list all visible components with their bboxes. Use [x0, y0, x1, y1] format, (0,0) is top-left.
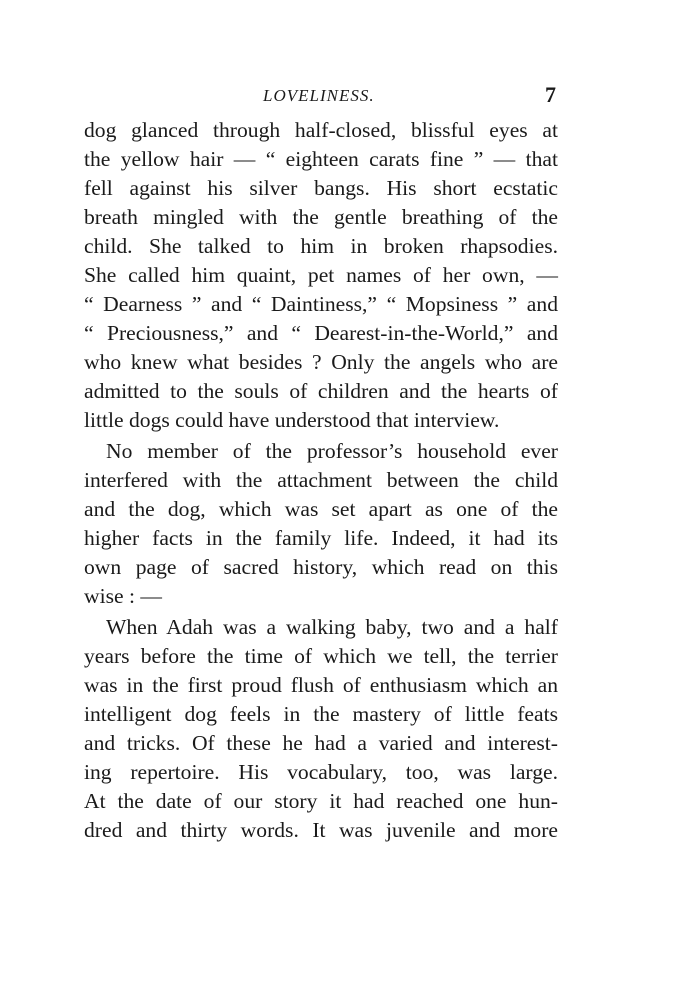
text-line: ing repertoire. His vocabulary, too, was large. — [84, 760, 558, 784]
text-line: and tricks. Of these he had a varied and interest- — [84, 731, 558, 755]
text-line: admitted to the souls of children and the hearts of — [84, 379, 558, 403]
text-line: No member of the professor’s household ever — [106, 439, 558, 463]
paragraph-1 — [84, 116, 558, 435]
body-text — [84, 116, 558, 845]
page-number: 7 — [545, 82, 556, 107]
paragraph-2 — [84, 437, 558, 611]
text-line: who knew what besides ? Only the angels who are — [84, 350, 558, 374]
text-line: interfered with the attachment between the child — [84, 468, 558, 492]
running-title: LOVELINESS. — [263, 86, 375, 105]
text-line: “ Dearness ” and “ Daintiness,” “ Mopsiness ” and — [84, 292, 558, 316]
text-line: own page of sacred history, which read on this — [84, 555, 558, 579]
text-line: “ Preciousness,” and “ Dearest-in-the-World,” and — [84, 321, 558, 345]
text-line: breath mingled with the gentle breathing of the — [84, 205, 558, 229]
text-line: years before the time of which we tell, the terrier — [84, 644, 558, 668]
text-line: fell against his silver bangs. His short ecstatic — [84, 176, 558, 200]
running-head — [0, 82, 689, 110]
text-line: At the date of our story it had reached one hun- — [84, 789, 558, 813]
text-line: the yellow hair — “ eighteen carats fine ” — that — [84, 147, 558, 171]
text-line: dred and thirty words. It was juvenile and more — [84, 818, 558, 842]
text-line: dog glanced through half-closed, blissful eyes at — [84, 118, 558, 142]
text-line: child. She talked to him in broken rhapsodies. — [84, 234, 558, 258]
text-line: little dogs could have understood that interview. — [84, 408, 500, 432]
text-line: wise : — — [84, 584, 162, 608]
text-line: intelligent dog feels in the mastery of little feats — [84, 702, 558, 726]
paragraph-3 — [84, 613, 558, 845]
text-line: When Adah was a walking baby, two and a half — [106, 615, 558, 639]
text-line: and the dog, which was set apart as one of the — [84, 497, 558, 521]
text-line: was in the first proud flush of enthusiasm which an — [84, 673, 558, 697]
text-line: higher facts in the family life. Indeed, it had its — [84, 526, 558, 550]
text-line: She called him quaint, pet names of her own, — — [84, 263, 558, 287]
